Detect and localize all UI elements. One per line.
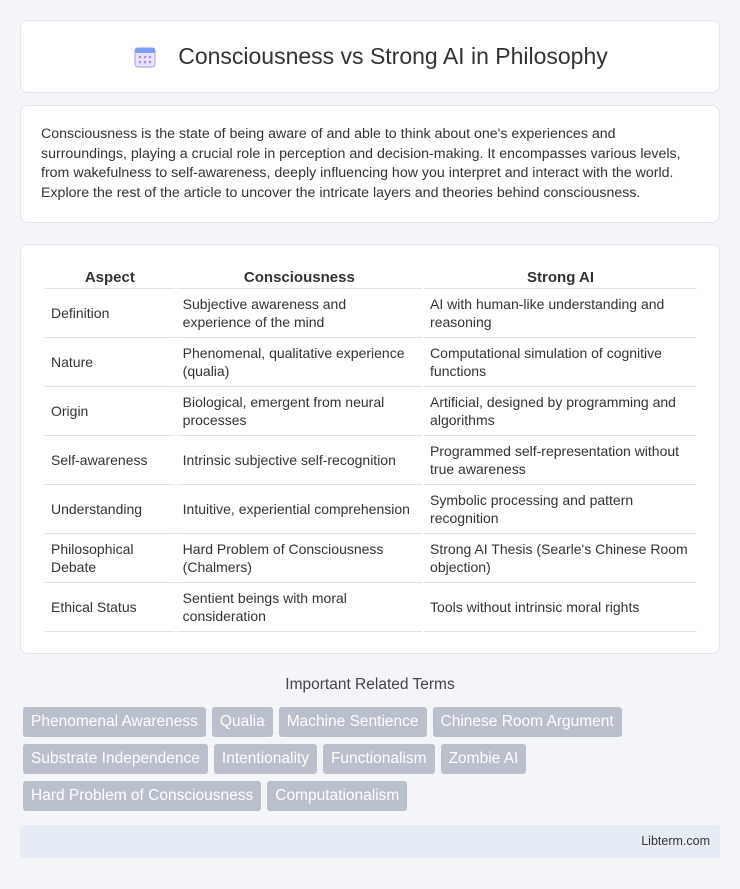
table-cell-consciousness: Subjective awareness and experience of the mind (177, 289, 422, 338)
table-cell-aspect: Understanding (45, 485, 175, 534)
table-cell-strong-ai: Artificial, designed by programming and algorithms (424, 387, 697, 436)
column-header-aspect: Aspect (45, 267, 175, 289)
table-row (45, 534, 697, 583)
table-cell-aspect: Philosophical Debate (45, 534, 175, 583)
table-row (45, 338, 697, 387)
intro-card (20, 105, 720, 223)
table-cell-strong-ai: Symbolic processing and pattern recognition (424, 485, 697, 534)
footer (20, 825, 720, 858)
table-cell-aspect: Ethical Status (45, 583, 175, 632)
related-terms-list (23, 707, 723, 811)
table-cell-consciousness: Intuitive, experiential comprehension (177, 485, 422, 534)
tag-chinese-room-argument[interactable]: Chinese Room Argument (433, 707, 622, 737)
tag-computationalism[interactable]: Computationalism (267, 781, 407, 811)
table-cell-aspect: Origin (45, 387, 175, 436)
table-cell-strong-ai: Computational simulation of cognitive functions (424, 338, 697, 387)
table-header-row (45, 267, 697, 289)
tag-functionalism[interactable]: Functionalism (323, 744, 435, 774)
comparison-table (43, 267, 699, 632)
table-row (45, 485, 697, 534)
tag-qualia[interactable]: Qualia (212, 707, 273, 737)
column-header-strong-ai: Strong AI (424, 267, 697, 289)
tag-intentionality[interactable]: Intentionality (214, 744, 317, 774)
table-cell-strong-ai: Programmed self-representation without true awareness (424, 436, 697, 485)
tag-substrate-independence[interactable]: Substrate Independence (23, 744, 208, 774)
tag-hard-problem-of-consciousness[interactable]: Hard Problem of Consciousness (23, 781, 261, 811)
table-cell-aspect: Nature (45, 338, 175, 387)
table-cell-consciousness: Sentient beings with moral consideration (177, 583, 422, 632)
tag-phenomenal-awareness[interactable]: Phenomenal Awareness (23, 707, 206, 737)
table-row (45, 583, 697, 632)
tag-machine-sentience[interactable]: Machine Sentience (279, 707, 427, 737)
table-cell-strong-ai: AI with human-like understanding and reasoning (424, 289, 697, 338)
tag-zombie-ai[interactable]: Zombie AI (441, 744, 527, 774)
table-cell-strong-ai: Tools without intrinsic moral rights (424, 583, 697, 632)
intro-text: Consciousness is the state of being aware of and able to think about one's experiences and surroundings, playing a crucial role in perception and decision-making. It encompasses various levels, from wakefulness to self-awareness, deeply influencing how you interpret and interact with the world. Explore the rest of the article to uncover the intricate layers and theories behind consciousness. (41, 126, 681, 201)
footer-site-link[interactable]: Libterm.com (641, 834, 710, 848)
table-cell-aspect: Definition (45, 289, 175, 338)
table-cell-consciousness: Intrinsic subjective self-recognition (177, 436, 422, 485)
table-row (45, 387, 697, 436)
page-title: Consciousness vs Strong AI in Philosophy (178, 43, 608, 69)
header-card (20, 20, 720, 93)
related-terms-title: Important Related Terms (285, 676, 455, 693)
column-header-consciousness: Consciousness (177, 267, 422, 289)
table-cell-consciousness: Hard Problem of Consciousness (Chalmers) (177, 534, 422, 583)
table-cell-aspect: Self-awareness (45, 436, 175, 485)
table-cell-consciousness: Phenomenal, qualitative experience (qualia) (177, 338, 422, 387)
table-cell-strong-ai: Strong AI Thesis (Searle's Chinese Room objection) (424, 534, 697, 583)
calendar-grid-icon (132, 44, 158, 70)
table-cell-consciousness: Biological, emergent from neural processes (177, 387, 422, 436)
comparison-table-card (20, 244, 720, 654)
table-row (45, 289, 697, 338)
table-row (45, 436, 697, 485)
